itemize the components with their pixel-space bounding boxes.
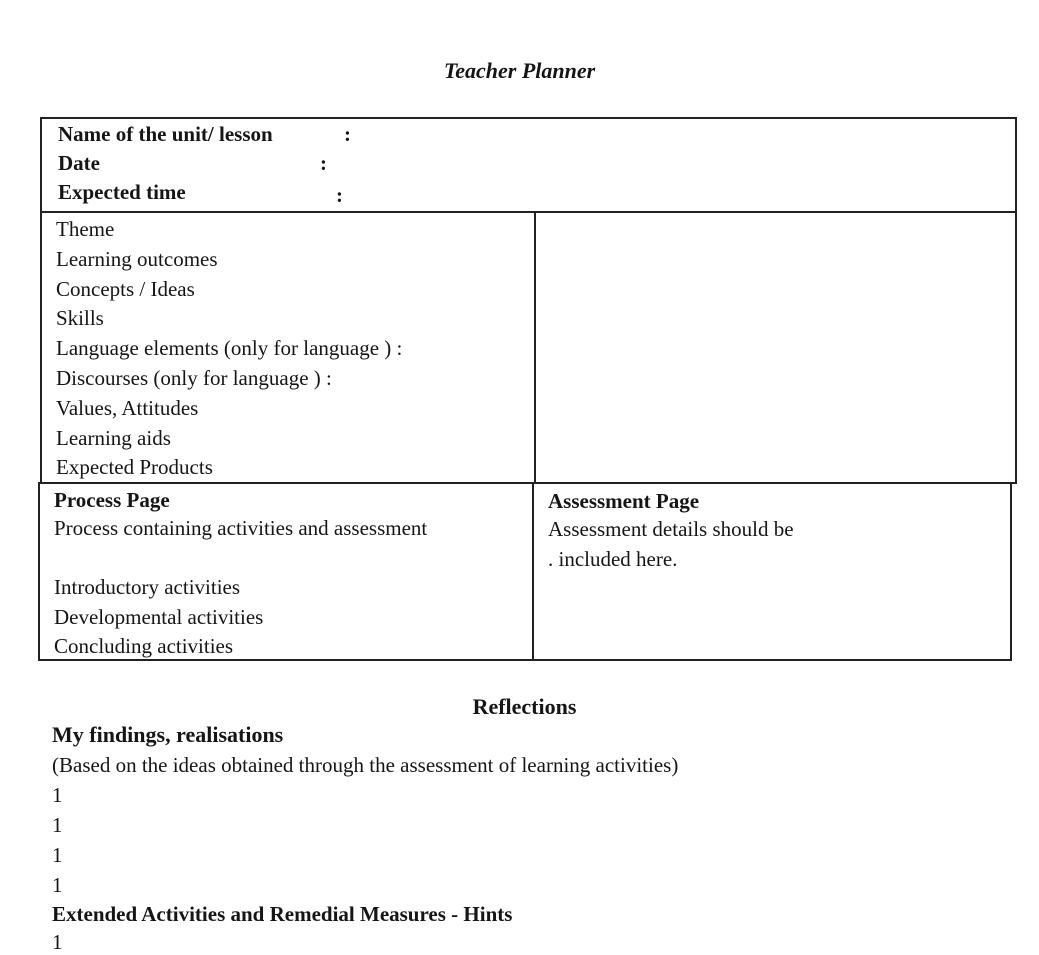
findings-note: (Based on the ideas obtained through the assessment of learning activities) bbox=[52, 753, 679, 777]
list-item: Concluding activities bbox=[54, 634, 234, 658]
list-item: Developmental activities bbox=[54, 604, 264, 629]
list-item: Expected Products bbox=[56, 455, 213, 480]
findings-heading: My findings, realisations bbox=[52, 722, 284, 747]
process-activities-list bbox=[54, 573, 263, 662]
list-item: Values, Attitudes bbox=[56, 395, 199, 420]
time-label: Expected time bbox=[58, 180, 186, 204]
lesson-header-box bbox=[40, 117, 1017, 213]
reflections-title: Reflections bbox=[472, 694, 577, 719]
list-item: 1 bbox=[52, 783, 63, 807]
date-label: Date bbox=[58, 151, 100, 175]
list-item: 1 bbox=[52, 813, 63, 837]
page-title: Teacher Planner bbox=[443, 58, 596, 83]
time-colon: : bbox=[336, 183, 343, 207]
lesson-details-answer-box bbox=[534, 211, 1017, 484]
process-page-box bbox=[38, 482, 534, 661]
list-item: Introductory activities bbox=[54, 575, 241, 599]
lesson-details-box bbox=[40, 211, 536, 484]
unit-label: Name of the unit/ lesson bbox=[58, 122, 273, 146]
extended-activities-heading: Extended Activities and Remedial Measures - Hints bbox=[52, 902, 513, 926]
list-item: Theme bbox=[56, 217, 115, 241]
process-description: Process containing activities and assessment bbox=[54, 516, 428, 540]
process-heading: Process Page bbox=[54, 488, 170, 512]
list-item: Discourses (only for language ) : bbox=[56, 365, 332, 390]
list-item: Learning aids bbox=[56, 425, 171, 450]
assessment-text-line: . included here. bbox=[548, 546, 678, 571]
list-item: 1 bbox=[52, 873, 63, 897]
assessment-heading: Assessment Page bbox=[548, 489, 700, 513]
list-item: Concepts / Ideas bbox=[56, 276, 195, 301]
assessment-text bbox=[548, 515, 794, 574]
assessment-text-line: Assessment details should be bbox=[548, 517, 794, 541]
date-colon: : bbox=[320, 151, 327, 175]
assessment-page-box bbox=[532, 482, 1012, 661]
findings-list bbox=[52, 780, 63, 900]
list-item: Language elements (only for language ) : bbox=[56, 336, 403, 361]
list-item: 1 bbox=[52, 930, 63, 954]
list-item: Skills bbox=[56, 306, 104, 331]
list-item: Learning outcomes bbox=[56, 246, 218, 271]
lesson-details-list bbox=[56, 215, 402, 483]
unit-colon: : bbox=[344, 122, 351, 146]
list-item: 1 bbox=[52, 843, 63, 867]
